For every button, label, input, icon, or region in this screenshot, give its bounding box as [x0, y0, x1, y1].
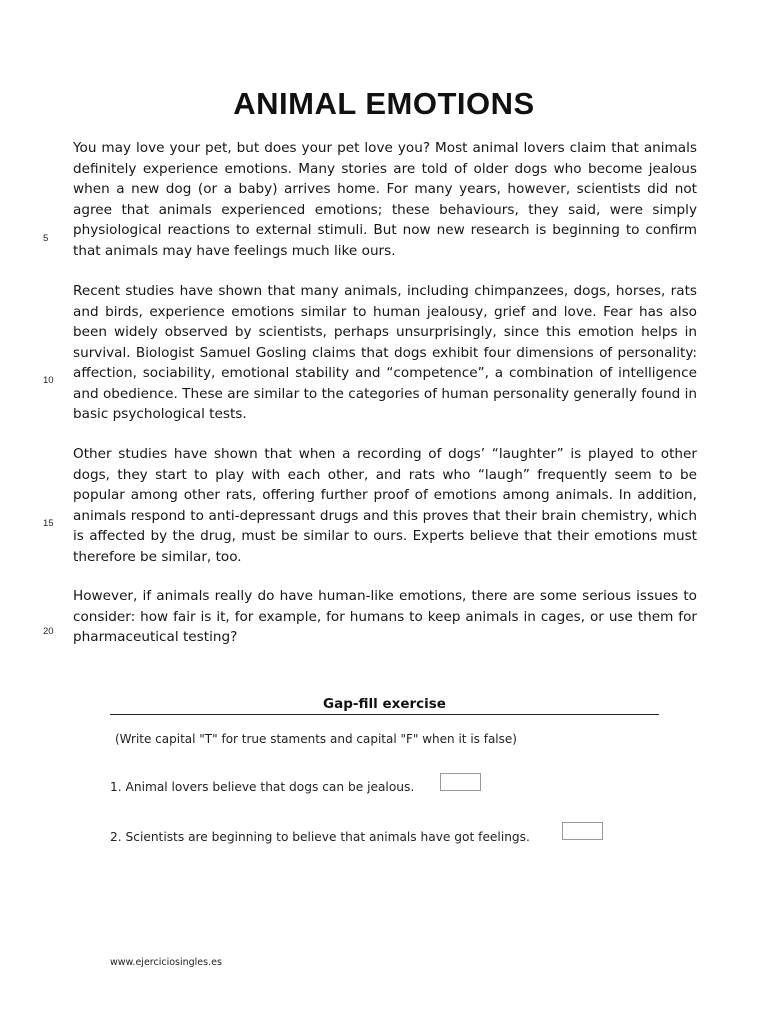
exercise-title: Gap-fill exercise [110, 696, 659, 715]
page-title: ANIMAL EMOTIONS [233, 86, 535, 121]
line-number-15: 15 [43, 518, 54, 529]
line-number-20: 20 [43, 626, 54, 637]
paragraph-1: You may love your pet, but does your pet love you? Most animal lovers claim that animals definitely experience emotions. Many stories are told of older dogs who become jealous when a new dog (or a baby) arrives home. For many years, however, scientists did not agree that animals experienced emotions; these behaviours, they said, were simply physiological reactions to external stimuli. But now new research is beginning to confirm that animals may have feelings much like ours. [73, 140, 697, 259]
question-2: 2. Scientists are beginning to believe that animals have got feelings. [110, 830, 530, 844]
paragraph-4: However, if animals really do have human-like emotions, there are some serious issues to consider: how fair is it, for example, for humans to keep animals in cages, or use them for pharmaceutical testing? [73, 588, 697, 645]
answer-box-1[interactable] [440, 773, 481, 791]
line-number-10: 10 [43, 375, 54, 386]
paragraph-3: Other studies have shown that when a recording of dogs’ “laughter” is played to other dogs, they start to play with each other, and rats who “laugh” frequently seem to be popular among other rats, offering further proof of emotions among animals. In addition, animals respond to anti-depressant drugs and this proves that their brain chemistry, which is affected by the drug, must be similar to ours. Experts believe that their emotions must therefore be similar, too. [73, 446, 697, 565]
footer-url: www.ejerciciosingles.es [110, 957, 222, 968]
paragraph-2: Recent studies have shown that many animals, including chimpanzees, dogs, horses, rats and birds, experience emotions similar to human jealousy, grief and love. Fear has also been widely observed by scientists, perhaps unsurprisingly, since this emotion helps in survival. Biologist Samuel Gosling claims that dogs exhibit four dimensions of personality: affection, sociability, emotional stability and “competence”, a combination of intelligence and obedience. These are similar to the categories of human personality generally found in basic psychological tests. [73, 283, 697, 422]
line-number-5: 5 [43, 233, 49, 244]
question-1: 1. Animal lovers believe that dogs can be jealous. [110, 780, 415, 794]
answer-box-2[interactable] [562, 822, 603, 840]
exercise-instructions: (Write capital "T" for true staments and capital "F" when it is false) [115, 732, 517, 746]
